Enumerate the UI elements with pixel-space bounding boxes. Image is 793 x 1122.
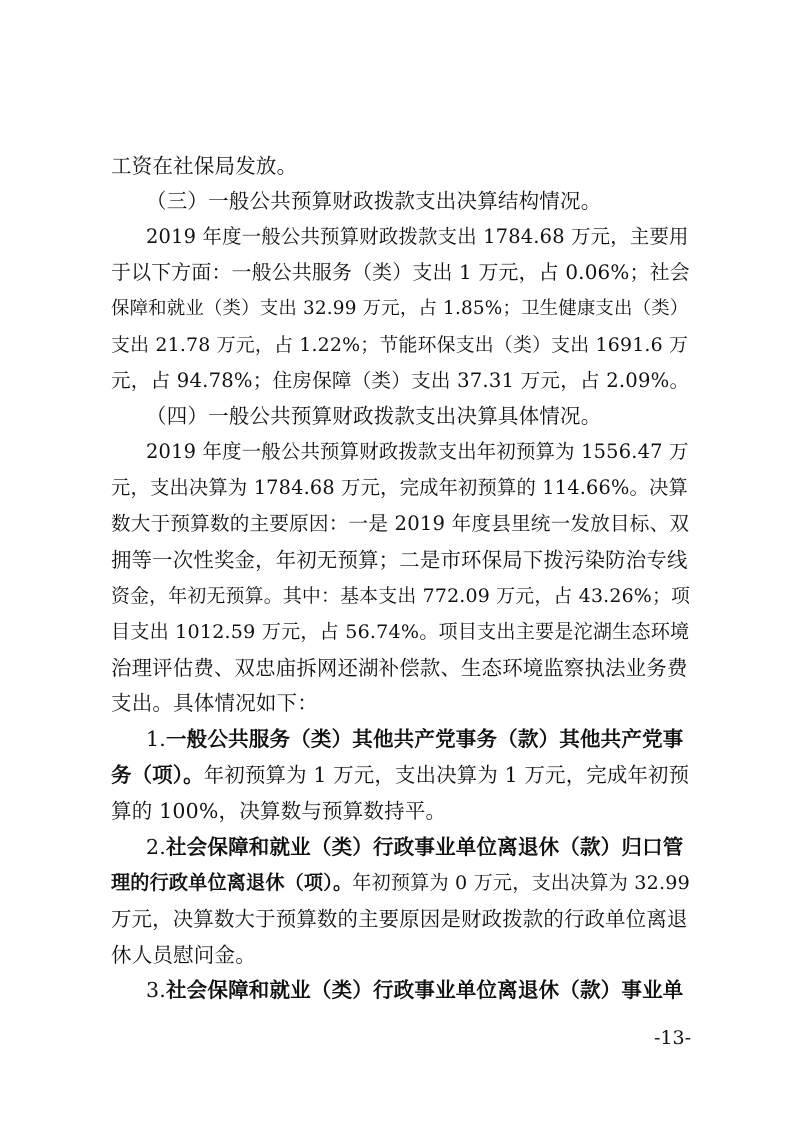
line-text: 拥等一次性奖金，年初无预算；二是市环保局下拨污染防治专线 (111, 548, 688, 572)
line-text: （三）一般公共预算财政拨款支出决算结构情况。 (146, 189, 602, 213)
line-text: 2019 年度一般公共预算财政拨款支出年初预算为 1556.47 万 (146, 440, 689, 463)
body-line (111, 763, 689, 787)
item-title: 社会保障和就业（类）行政事业单位离退休（款）事业单 (165, 978, 684, 1002)
line-text: 支出。具体情况如下： (111, 691, 318, 715)
line-text: 工资在社保局发放。 (111, 154, 298, 178)
line-text: 元，占 94.78%；住房保障（类）支出 37.31 万元，占 2.09%。 (111, 369, 690, 392)
line-text: 资金，年初无预算。其中：基本支出 772.09 万元，占 43.26%；项 (111, 585, 691, 607)
body-line (111, 333, 688, 357)
body-line (111, 907, 688, 931)
body-line (146, 440, 689, 464)
item-number: 1. (146, 727, 166, 751)
item-title: 务（项）。 (111, 763, 204, 787)
body-line (111, 799, 446, 823)
item-heading-1 (146, 727, 683, 751)
line-text: 保障和就业（类）支出 32.99 万元，占 1.85%；卫生健康支出（类） (111, 298, 689, 319)
body-line (111, 154, 297, 178)
body-line (111, 871, 690, 895)
body-line (111, 476, 688, 500)
line-text: （四）一般公共预算财政拨款支出决算具体情况。 (146, 404, 602, 428)
item-heading-2 (146, 835, 683, 859)
body-line (111, 691, 318, 715)
line-text: 年初预算为 1 万元，支出决算为 1 万元，完成年初预 (203, 763, 690, 787)
body-line (111, 512, 689, 536)
body-line (111, 584, 690, 608)
line-text: 数大于预算数的主要原因：一是 2019 年度县里统一发放目标、双 (111, 512, 690, 535)
body-line (111, 943, 256, 967)
line-text: 支出 21.78 万元，占 1.22%；节能环保支出（类）支出 1691.6 万 (111, 334, 689, 356)
item-number: 3. (146, 978, 166, 1002)
item-title: 理的行政单位离退休（项）。 (111, 871, 353, 894)
line-text: 算的 100%，决算数与预算数持平。 (111, 799, 447, 823)
item-title: 社会保障和就业（类）行政事业单位离退休（款）归口管 (165, 835, 684, 859)
body-line (111, 369, 689, 393)
body-line (111, 548, 688, 572)
line-text: 治理评估费、双忠庙拆网还湖补偿款、生态环境监察执法业务费 (111, 656, 688, 680)
body-line (146, 225, 689, 249)
body-line (111, 620, 689, 644)
line-text: 万元，决算数大于预算数的主要原因是财政拨款的行政单位离退 (111, 907, 688, 931)
line-text: 目支出 1012.59 万元，占 56.74%。项目支出主要是沱湖生态环境 (111, 620, 690, 643)
item-title: 一般公共服务（类）其他共产党事务（款）其他共产党事 (165, 727, 684, 751)
section-heading-3 (146, 189, 601, 213)
body-line (111, 656, 688, 680)
body-line (111, 261, 690, 285)
body-line (111, 297, 688, 321)
line-text: 休人员慰问金。 (111, 943, 256, 967)
line-text: 2019 年度一般公共预算财政拨款支出 1784.68 万元，主要用 (146, 225, 689, 248)
item-heading-3 (146, 978, 683, 1002)
section-heading-4 (146, 404, 601, 428)
page-number: -13- (654, 1027, 692, 1049)
line-text: 于以下方面：一般公共服务（类）支出 1 万元，占 0.06%；社会 (111, 261, 690, 284)
line-text: 元，支出决算为 1784.68 万元，完成年初预算的 114.66%。决算 (111, 476, 688, 499)
item-number: 2. (146, 835, 166, 859)
line-text: 年初预算为 0 万元，支出决算为 32.99 (352, 871, 690, 894)
